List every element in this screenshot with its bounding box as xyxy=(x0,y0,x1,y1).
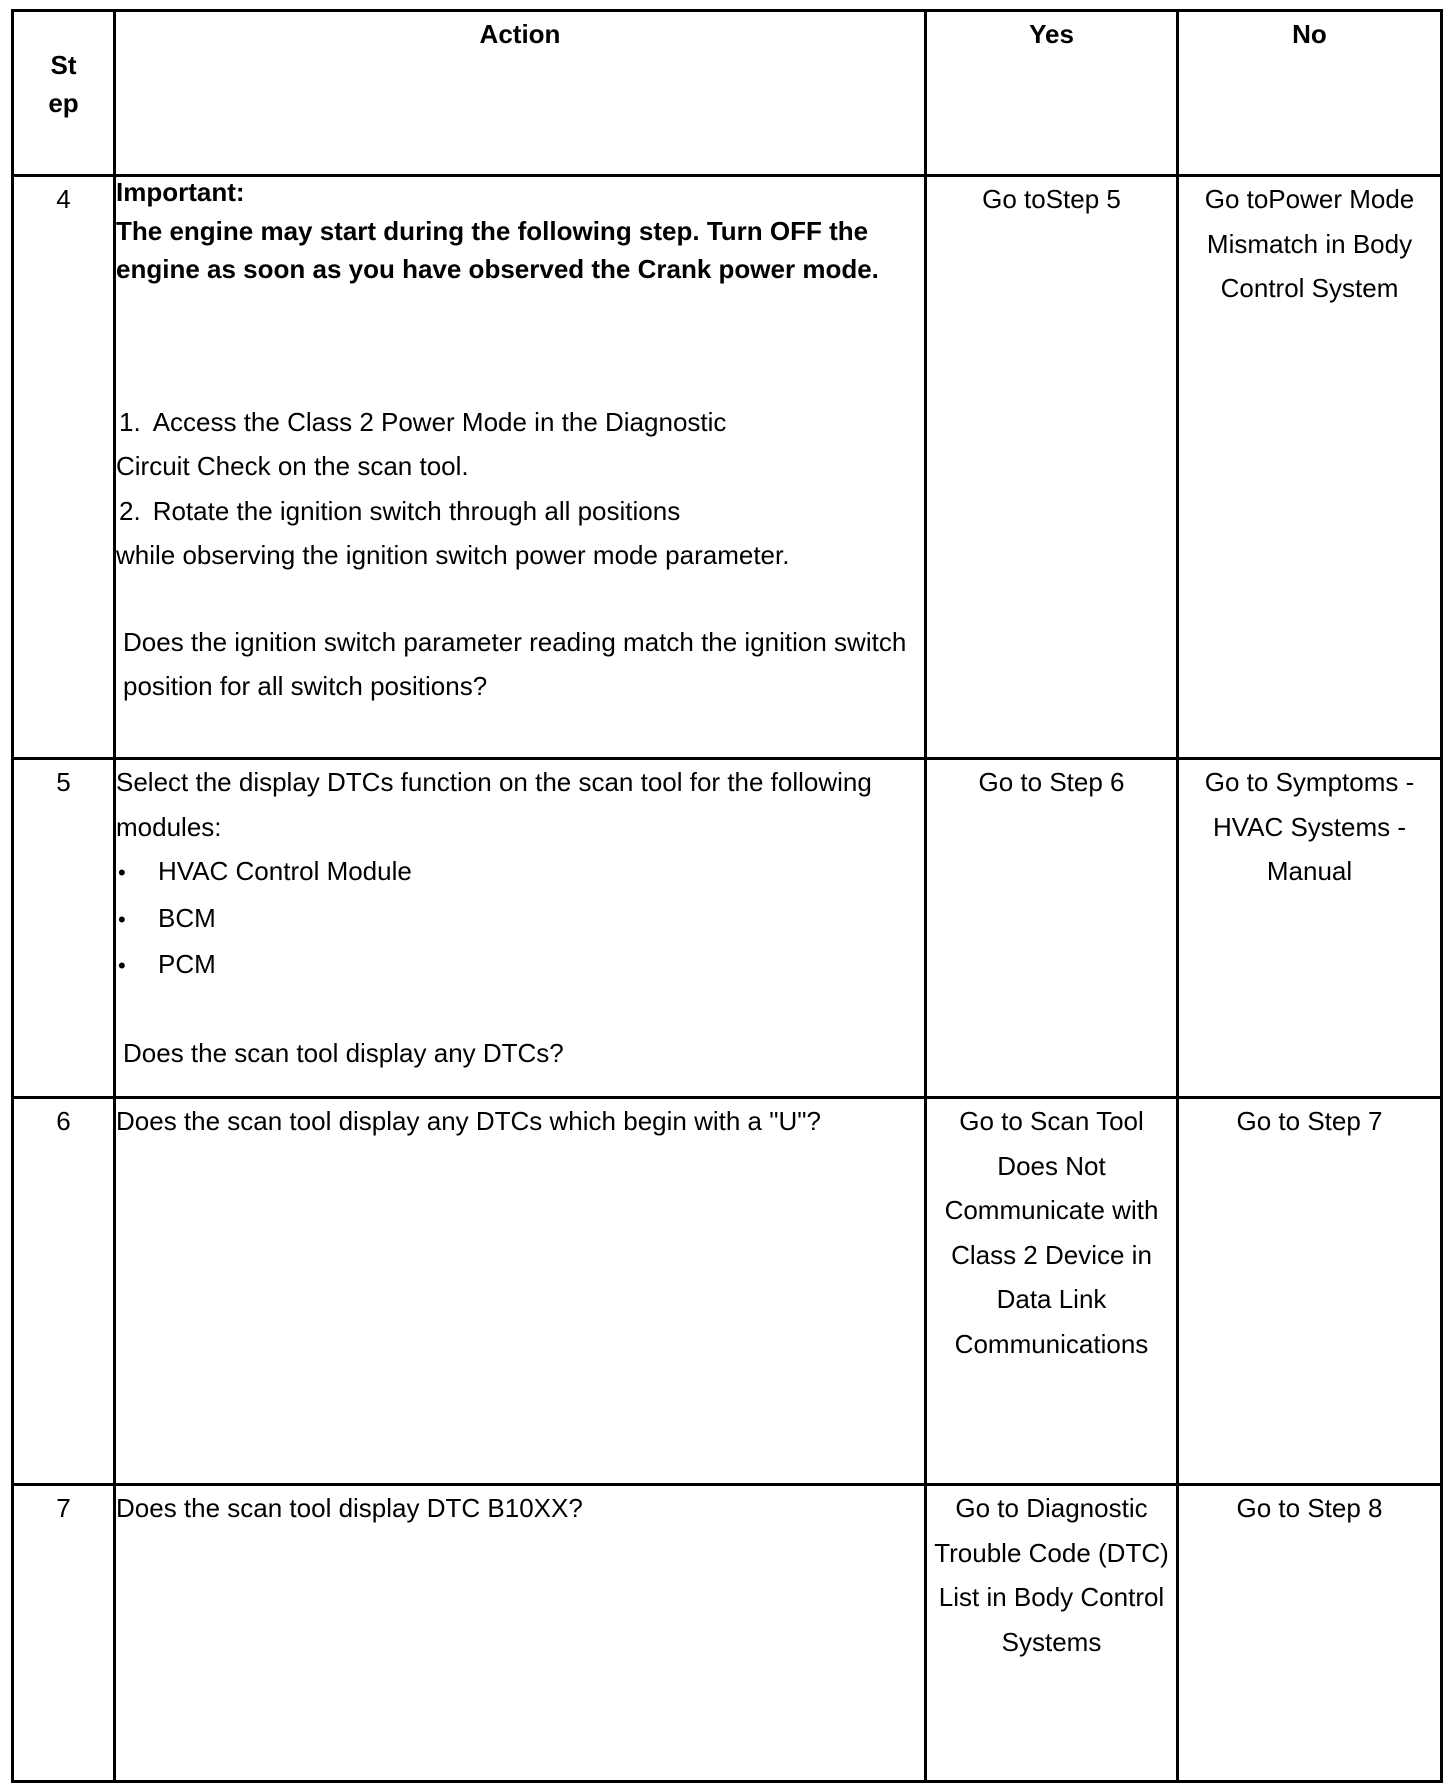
step-number: 7 xyxy=(13,1485,115,1782)
header-action: Action xyxy=(115,11,926,176)
header-step xyxy=(13,11,115,176)
important-note xyxy=(116,173,924,289)
no-cell: Go toPower Mode Mismatch in Body Control System xyxy=(1178,176,1442,759)
step-question: Does the ignition switch parameter reading match the ignition switch position for all switch positions? xyxy=(123,626,907,701)
no-cell: Go to Step 7 xyxy=(1178,1098,1442,1485)
yes-cell: Go to Step 6 xyxy=(926,759,1178,1098)
list-item: • BCM xyxy=(118,902,216,933)
header-no: No xyxy=(1178,11,1442,176)
table-row-step-5 xyxy=(13,759,1442,1098)
header-step-line2: ep xyxy=(48,88,79,118)
action-cell xyxy=(115,1485,926,1782)
table-header-row xyxy=(13,11,1442,176)
table-row-step-4 xyxy=(13,176,1442,759)
list-item-2: 2. Rotate the ignition switch through all positions xyxy=(119,495,681,526)
step-question: Does the scan tool display DTC B10XX? xyxy=(116,1493,583,1523)
yes-cell: Go to Diagnostic Trouble Code (DTC) List in Body Control Systems xyxy=(926,1485,1178,1782)
list-item-1: 1. Access the Class 2 Power Mode in the Diagnostic xyxy=(119,406,727,437)
step-question: Does the scan tool display any DTCs? xyxy=(123,1037,564,1068)
no-cell: Go to Step 8 xyxy=(1178,1485,1442,1782)
step-number: 6 xyxy=(13,1098,115,1485)
step-number: 4 xyxy=(13,176,115,759)
list-item-1-continued: Circuit Check on the scan tool. xyxy=(116,451,469,481)
step-number: 5 xyxy=(13,759,115,1098)
table-row-step-6 xyxy=(13,1098,1442,1485)
step-question: Does the scan tool display any DTCs which begin with a "U"? xyxy=(116,1106,821,1136)
list-item: • PCM xyxy=(118,949,216,979)
no-cell: Go to Symptoms - HVAC Systems - Manual xyxy=(1178,759,1442,1098)
action-cell xyxy=(115,759,926,1098)
header-step-line1: St xyxy=(50,50,77,80)
important-label: Important: xyxy=(116,177,245,207)
header-yes: Yes xyxy=(926,11,1178,176)
list-item: • HVAC Control Module xyxy=(118,856,412,886)
yes-cell: Go to Scan Tool Does Not Communicate with Class 2 Device in Data Link Communications xyxy=(926,1098,1178,1485)
diagnostic-steps-table xyxy=(11,9,1443,1783)
list-item-2-continued: while observing the ignition switch power mode parameter. xyxy=(116,540,790,570)
action-intro: Select the display DTCs function on the scan tool for the following modules: xyxy=(116,767,872,842)
action-cell xyxy=(115,176,926,759)
action-cell xyxy=(115,1098,926,1485)
table-row-step-7 xyxy=(13,1485,1442,1782)
important-text: The engine may start during the following step. Turn OFF the engine as soon as you have observed the Crank power mode. xyxy=(116,215,879,284)
yes-cell: Go toStep 5 xyxy=(926,176,1178,759)
